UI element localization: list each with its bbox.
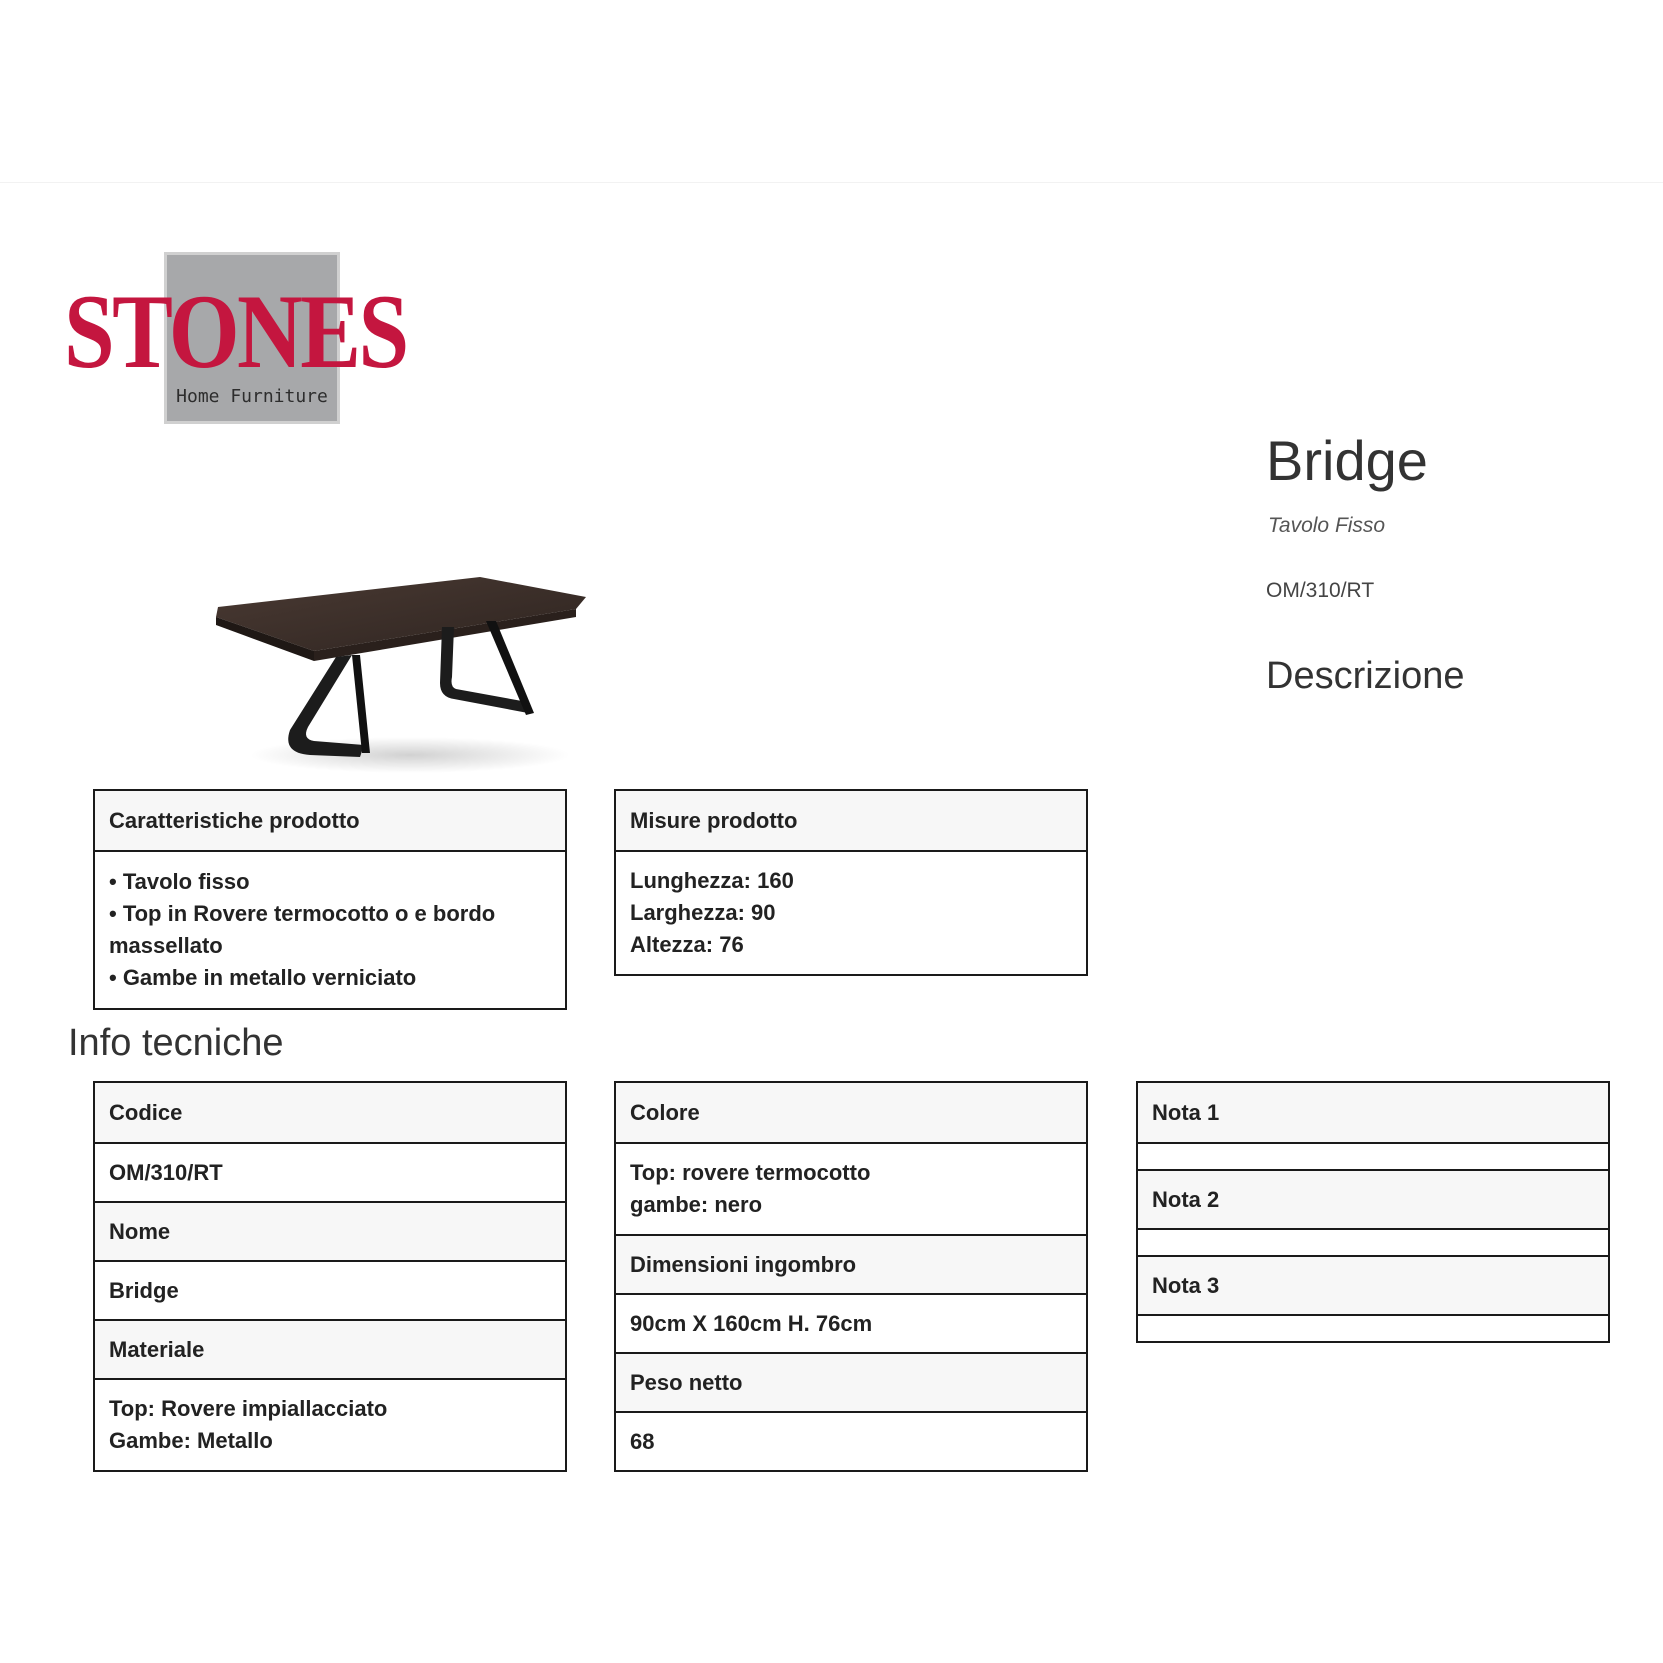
product-code: OM/310/RT <box>1266 579 1375 602</box>
color-label: Colore <box>616 1083 1086 1142</box>
logo-wordmark: STONES <box>64 273 407 390</box>
list-item: Altezza: 76 <box>630 932 744 957</box>
header-divider <box>0 182 1663 183</box>
material-line: Top: Rovere impiallacciato <box>109 1396 388 1421</box>
note-2-label: Nota 2 <box>1138 1169 1608 1228</box>
measures-list <box>616 850 1086 974</box>
note-3-label: Nota 3 <box>1138 1255 1608 1314</box>
tech-table-1 <box>93 1081 567 1472</box>
dimensions-value: 90cm X 160cm H. 76cm <box>616 1293 1086 1352</box>
measures-table <box>614 789 1088 976</box>
tech-table-3 <box>1136 1081 1610 1343</box>
color-line: Top: rovere termocotto <box>630 1160 871 1185</box>
color-line: gambe: nero <box>630 1192 763 1217</box>
weight-value: 68 <box>616 1411 1086 1470</box>
color-value <box>616 1142 1086 1234</box>
tech-table-2 <box>614 1081 1088 1472</box>
features-list <box>95 850 565 1008</box>
code-label: Codice <box>95 1083 565 1142</box>
material-label: Materiale <box>95 1319 565 1378</box>
list-item: Lunghezza: 160 <box>630 868 794 893</box>
description-heading: Descrizione <box>1266 655 1465 697</box>
features-header: Caratteristiche prodotto <box>95 791 565 850</box>
name-value: Bridge <box>95 1260 565 1319</box>
note-1-label: Nota 1 <box>1138 1083 1608 1142</box>
list-item: Larghezza: 90 <box>630 900 776 925</box>
list-item: • Top in Rovere termocotto o e bordo massellato <box>109 901 496 958</box>
dimensions-label: Dimensioni ingombro <box>616 1234 1086 1293</box>
weight-label: Peso netto <box>616 1352 1086 1411</box>
product-image <box>210 565 590 775</box>
material-line: Gambe: Metallo <box>109 1428 273 1453</box>
brand-logo <box>64 250 444 430</box>
tech-info-title: Info tecniche <box>68 1022 284 1064</box>
list-item: • Gambe in metallo verniciato <box>109 965 417 990</box>
note-2-value <box>1138 1228 1608 1255</box>
list-item: • Tavolo fisso <box>109 869 250 894</box>
product-title: Bridge <box>1266 429 1428 492</box>
note-1-value <box>1138 1142 1608 1169</box>
measures-header: Misure prodotto <box>616 791 1086 850</box>
features-table <box>93 789 567 1010</box>
code-value: OM/310/RT <box>95 1142 565 1201</box>
material-value <box>95 1378 565 1470</box>
name-label: Nome <box>95 1201 565 1260</box>
logo-tagline: Home Furniture <box>176 386 328 407</box>
note-3-value <box>1138 1314 1608 1341</box>
product-subtitle: Tavolo Fisso <box>1268 514 1386 537</box>
